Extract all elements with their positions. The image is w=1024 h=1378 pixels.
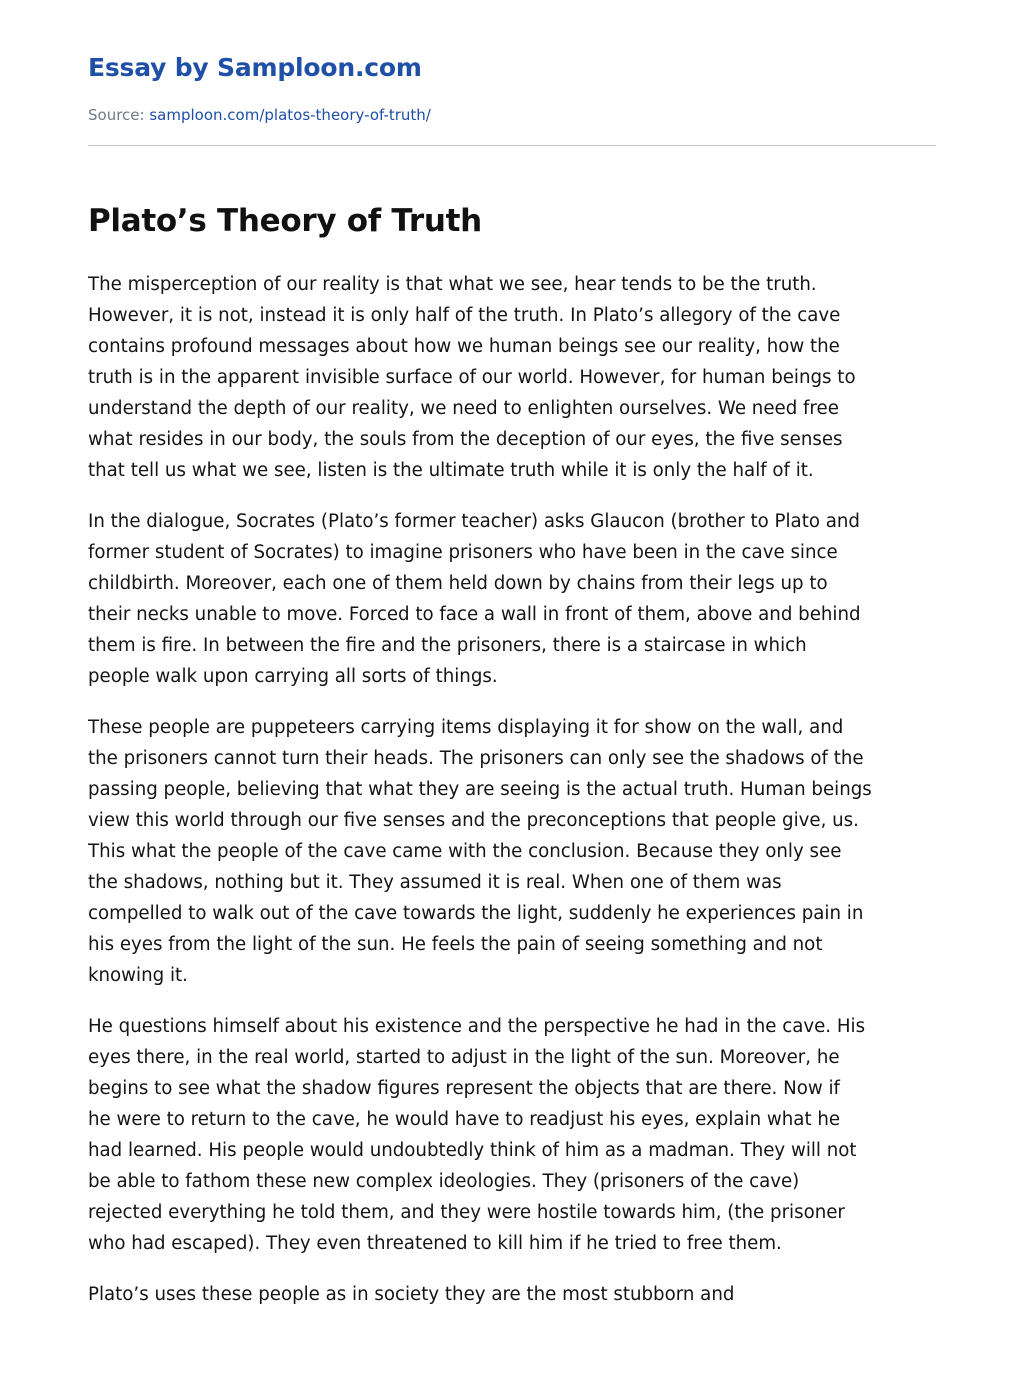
paragraph-line: their necks unable to move. Forced to face a wall in front of them, above and behind (88, 604, 861, 625)
paragraph-line: truth is in the apparent invisible surface of our world. However, for human beings to (88, 367, 856, 388)
paragraph-line: passing people, believing that what they are seeing is the actual truth. Human beings (88, 779, 872, 800)
site-brand[interactable]: Essay by Samploon.com (88, 53, 422, 82)
paragraph-line: eyes there, in the real world, started to adjust in the light of the sun. Moreover, he (88, 1047, 840, 1068)
paragraph-line: understand the depth of our reality, we need to enlighten ourselves. We need free (88, 398, 839, 419)
essay-body (88, 269, 936, 1330)
essay-paragraph (88, 712, 936, 991)
source-link[interactable]: samploon.com/platos-theory-of-truth/ (149, 106, 431, 124)
essay-paragraph (88, 506, 936, 692)
paragraph-line: However, it is not, instead it is only half of the truth. In Plato’s allegory of the cave (88, 305, 841, 326)
paragraph-line: In the dialogue, Socrates (Plato’s former teacher) asks Glaucon (brother to Plato and (88, 511, 860, 532)
paragraph-line: the shadows, nothing but it. They assumed it is real. When one of them was (88, 872, 782, 893)
paragraph-line: he were to return to the cave, he would have to readjust his eyes, explain what he (88, 1109, 841, 1130)
paragraph-line: He questions himself about his existence and the perspective he had in the cave. His (88, 1016, 866, 1037)
paragraph-line: his eyes from the light of the sun. He feels the pain of seeing something and not (88, 934, 823, 955)
paragraph-line: childbirth. Moreover, each one of them held down by chains from their legs up to (88, 573, 828, 594)
paragraph-line: be able to fathom these new complex ideologies. They (prisoners of the cave) (88, 1171, 800, 1192)
paragraph-line: former student of Socrates) to imagine prisoners who have been in the cave since (88, 542, 838, 563)
paragraph-line: compelled to walk out of the cave towards the light, suddenly he experiences pain in (88, 903, 864, 924)
header-divider (88, 145, 936, 146)
paragraph-line: them is fire. In between the fire and the prisoners, there is a staircase in which (88, 635, 807, 656)
paragraph-line: Plato’s uses these people as in society they are the most stubborn and (88, 1284, 735, 1305)
source-label: Source: (88, 106, 145, 124)
paragraph-line: had learned. His people would undoubtedly think of him as a madman. They will not (88, 1140, 857, 1161)
paragraph-line: who had escaped). They even threatened to kill him if he tried to free them. (88, 1233, 782, 1254)
paragraph-line: This what the people of the cave came with the conclusion. Because they only see (88, 841, 842, 862)
essay-paragraph (88, 1279, 936, 1310)
paragraph-line: begins to see what the shadow figures represent the objects that are there. Now if (88, 1078, 840, 1099)
paragraph-line: that tell us what we see, listen is the ultimate truth while it is only the half of it. (88, 460, 814, 481)
paragraph-line: rejected everything he told them, and they were hostile towards him, (the prisoner (88, 1202, 845, 1223)
paragraph-line: knowing it. (88, 965, 188, 986)
paragraph-line: view this world through our five senses and the preconceptions that people give, us. (88, 810, 859, 831)
paragraph-line: contains profound messages about how we human beings see our reality, how the (88, 336, 840, 357)
essay-paragraph (88, 269, 936, 486)
paragraph-line: what resides in our body, the souls from the deception of our eyes, the five senses (88, 429, 843, 450)
paragraph-line: The misperception of our reality is that what we see, hear tends to be the truth. (88, 274, 817, 295)
essay-paragraph (88, 1011, 936, 1259)
source-line (88, 106, 431, 124)
paragraph-line: people walk upon carrying all sorts of things. (88, 666, 498, 687)
essay-title: Plato’s Theory of Truth (88, 203, 482, 239)
paragraph-line: the prisoners cannot turn their heads. The prisoners can only see the shadows of the (88, 748, 864, 769)
paragraph-line: These people are puppeteers carrying items displaying it for show on the wall, and (88, 717, 844, 738)
